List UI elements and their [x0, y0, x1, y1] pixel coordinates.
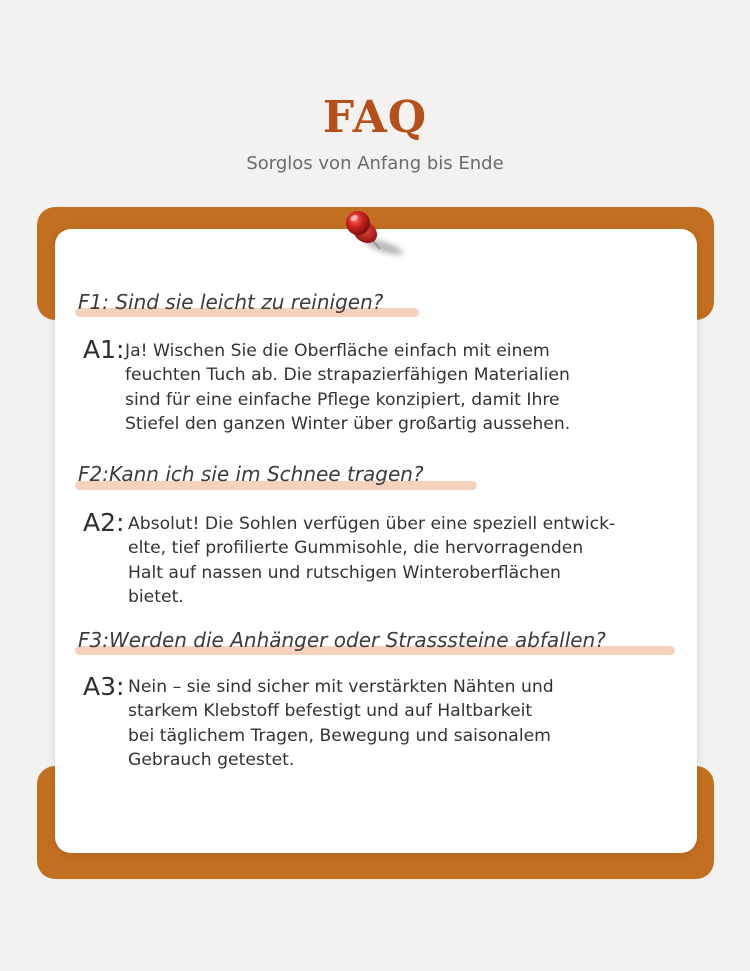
answer-line: Gebrauch getestet. [128, 749, 295, 770]
faq-answer-3 [128, 675, 554, 772]
faq-answer-label-3: A3: [83, 672, 125, 701]
answer-line: bei täglichem Tragen, Bewegung und saisonalem [128, 725, 551, 746]
answer-line: sind für eine einfache Pflege konzipiert, damit Ihre [125, 389, 560, 410]
answer-line: Stiefel den ganzen Winter über großartig aussehen. [125, 413, 571, 434]
page-title: FAQ [322, 92, 428, 143]
answer-line: Ja! Wischen Sie die Oberfläche einfach mit einem [125, 341, 550, 361]
page-subtitle: Sorglos von Anfang bis Ende [246, 153, 504, 174]
faq-question-1: F1: Sind sie leicht zu reinigen? [78, 290, 384, 314]
answer-line: bietet. [128, 586, 184, 607]
faq-answer-label-2: A2: [83, 508, 125, 537]
answer-line: starkem Klebstoff befestigt und auf Haltbarkeit [128, 701, 533, 722]
answer-line: elte, tief profilierte Gummisohle, die hervorragenden [128, 538, 584, 559]
answer-line: feuchten Tuch ab. Die strapazierfähigen Materialien [125, 365, 570, 386]
answer-line: Absolut! Die Sohlen verfügen über eine speziell entwick- [128, 514, 616, 534]
faq-answer-label-1: A1: [83, 335, 125, 364]
pushpin-icon [340, 205, 410, 265]
faq-answer-2 [128, 512, 615, 609]
answer-line: Nein – sie sind sicher mit verstärkten Nähten und [128, 677, 554, 697]
faq-answer-1 [125, 339, 570, 436]
faq-question-3: F3:Werden die Anhänger oder Strasssteine abfallen? [78, 628, 606, 652]
answer-line: Halt auf nassen und rutschigen Winteroberflächen [128, 562, 561, 583]
faq-question-2: F2:Kann ich sie im Schnee tragen? [78, 462, 424, 486]
